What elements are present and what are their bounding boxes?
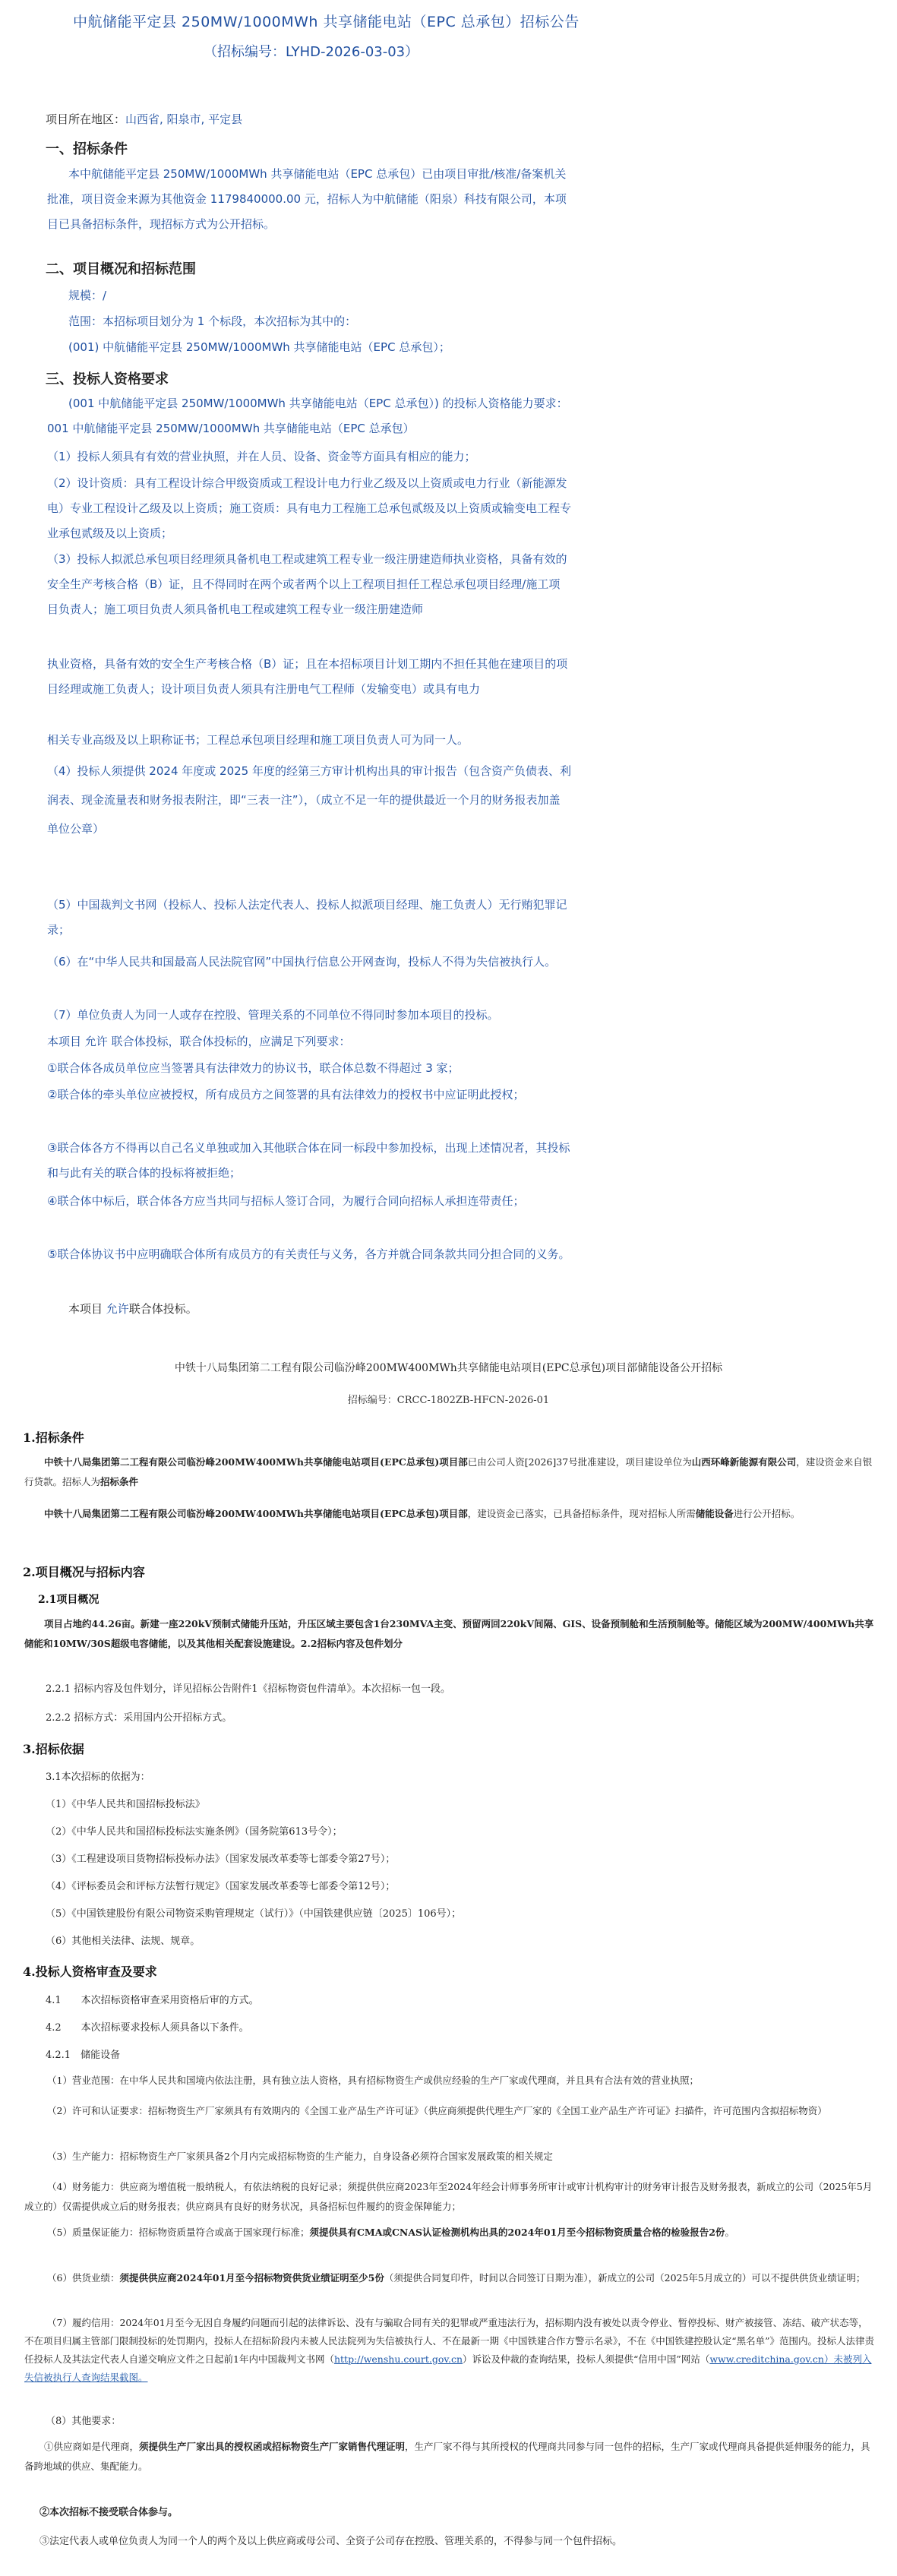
b-req-1: （1）营业范围：在中华人民共和国境内依法注册，具有独立法人资格，具有招标物资生产或供应经验的生产厂家或代理商，并且具有合法有效的营业执照； xyxy=(47,2075,699,2086)
b-req-6-pre: （6）供货业绩： xyxy=(47,2272,120,2284)
notice-a-title: 中航储能平定县 250MW/1000MWh 共享储能电站（EPC 总承包）招标公告 xyxy=(73,14,580,30)
b-req-3: （3）生产能力：招标物资生产厂家须具备2个月内完成招标物资的生产能力，自身设备必须符合国家发展政策的相关规定 xyxy=(47,2151,553,2162)
b-basis-5: （5）《中国铁建股份有限公司物资采购管理规定（试行）》（中国铁建供应链〔2025〕106号）； xyxy=(46,1908,462,1920)
creditchina-link[interactable]: www.creditchina.gov.cn xyxy=(709,2353,824,2365)
b-p1-tail: ，建设资金来自银行贷款。招标人为 xyxy=(24,1456,873,1487)
range-text: 范围：本招标项目划分为 1 个标段，本次招标为其中的： xyxy=(68,314,357,328)
b-req-5-post: 。 xyxy=(725,2227,734,2238)
b-p1b-pre: 中铁十八局集团第二工程有限公司临汾峰200MW400MWh共享储能电站项目(EPC总承包)项目部 xyxy=(44,1508,468,1519)
b-p1b-tail: 进行公开招标。 xyxy=(733,1508,801,1519)
req-1: （1）投标人须具有有效的营业执照，并在人员、设备、资金等方面具有相应的能力； xyxy=(47,450,476,463)
b-req-4: （4）财务能力：供应商为增值税一般纳税人，有依法纳税的良好记录；须提供供应商2023年至2024年经会计师事务所审计或审计机构审计的财务审计报告及财务报表，新成立的公司（2025年5月成立的）仅需提供成立后的财务报表；供应商具有良好的财务状况，具备招标包件履约的资金保障能力； xyxy=(24,2181,873,2212)
allow-word: 允许 xyxy=(106,1302,129,1316)
notice-a-code: （招标编号：LYHD-2026-03-03） xyxy=(204,44,419,60)
b-p21-body: 项目占地约44.26亩。新建一座220kV预制式储能升压站，升压区域主要包含1台230MVA主变、预留两回220kV间隔、GIS、设备预制舱和生活预制舱等。储能区域为200MW/400MWh共享储能和10MW/30S超级电容储能，以及其他相关配套设施建设。 xyxy=(24,1618,874,1649)
b-req-5 xyxy=(24,2223,875,2243)
b-p1-post: 已由公司人资[2026]37号批准建设，项目建设单位为 xyxy=(467,1456,692,1468)
b-p421: 4.2.1 储能设备 xyxy=(46,2050,121,2061)
b-p1b-post: ，建设资金已落实，已具备招标条件，现对招标人所需 xyxy=(467,1508,696,1519)
b-req-7-mid: ）诉讼及仲裁的查询结果，投标人须提供“信用中国”网站（ xyxy=(463,2353,710,2365)
b-section-21-heading: 2.1项目概况 xyxy=(38,1594,99,1606)
b-req-6-bold: 须提供供应商2024年01月至今招标物资供货业绩证明至少5份 xyxy=(119,2272,384,2284)
b-req-7-end: ）未被列入失信被执行人查询结果截图。 xyxy=(24,2353,872,2383)
b-basis-3: （3）《工程建设项目货物招标投标办法》（国家发展改革委等七部委令第27号）； xyxy=(46,1854,396,1865)
b-section-1-text xyxy=(24,1452,875,1492)
section-a1-text: 本中航储能平定县 250MW/1000MWh 共享储能电站（EPC 总承包）已由项目审批/核准/备案机关批准，项目资金来源为其他资金 1179840000.00 元，招标人为中航储能（阳泉）科技有限公司，本项目已具备招标条件，现招标方式为公开招标。 xyxy=(47,167,567,231)
b-basis-2: （2）《中华人民共和国招标投标法实施条例》（国务院第613号令）； xyxy=(46,1826,343,1838)
b-p31: 3.1本次招标的依据为： xyxy=(46,1772,150,1783)
b-p1-pre: 中铁十八局集团第二工程有限公司临汾峰200MW400MWh共享储能电站项目(EPC总承包)项目部 xyxy=(44,1456,468,1468)
req-4: （4）投标人须提供 2024 年度或 2025 年度的经第三方审计机构出具的审计报告（包含资产负债表、利润表、现金流量表和财务报表附注，即“三表一注”），（成立不足一年的提供最近一个月的财务报表加盖单位公章） xyxy=(47,764,571,836)
b-other-1-post: ，生产厂家不得与其所授权的代理商共同参与同一包件的招标，生产厂家或代理商具备提供延伸服务的能力，具备跨地域的供应、集配能力。 xyxy=(24,2441,870,2472)
req-7b: 本项目 允许 联合体投标，联合体投标的，应满足下列要求： xyxy=(47,1035,351,1048)
b-basis-6: （6）其他相关法律、法规、规章。 xyxy=(46,1936,201,1947)
lot-text: (001) 中航储能平定县 250MW/1000MWh 共享储能电站（EPC 总承包）； xyxy=(68,340,450,354)
consortium-4: ④联合体中标后，联合体各方应当共同与招标人签订合同，为履行合同向招标人承担连带责任； xyxy=(47,1194,525,1208)
b-req-6-post: （须提供合同复印件，时间以合同签订日期为准），新成立的公司（2025年5月成立的）可以不提供供货业绩证明； xyxy=(384,2272,866,2284)
b-p1b-item: 储能设备 xyxy=(695,1508,734,1519)
b-p1-owner: 山西环峰新能源有限公司 xyxy=(691,1456,797,1468)
wenshu-link[interactable]: http://wenshu.court.gov.cn xyxy=(333,2353,463,2365)
consortium-1: ①联合体各成员单位应当签署具有法律效力的协议书，联合体总数不得超过 3 家； xyxy=(47,1061,460,1075)
req-6: （6）在“中华人民共和国最高人民法院官网”中国执行信息公开网查询，投标人不得为失信被执行人。 xyxy=(47,955,557,969)
b-req-5-pre: （5）质量保证能力：招标物资质量符合或高于国家现行标准； xyxy=(47,2227,310,2238)
req-3c: 相关专业高级及以上职称证书；工程总承包项目经理和施工项目负责人可为同一人。 xyxy=(47,733,469,747)
notice-b-code: 招标编号：CRCC-1802ZB-HFCN-2026-01 xyxy=(347,1395,550,1406)
consortium-2: ②联合体的牵头单位应被授权，所有成员方之间签署的具有法律效力的授权书中应证明此授权； xyxy=(47,1088,525,1102)
req-3b: 执业资格，具备有效的安全生产考核合格（B）证；且在本招标项目计划工期内不担任其他在建项目的项目经理或施工负责人；设计项目负责人须具有注册电气工程师（发输变电）或具有电力 xyxy=(47,657,568,696)
b-p42: 4.2 本次招标要求投标人须具备以下条件。 xyxy=(46,2022,249,2034)
b-other-1-pre: ①供应商如是代理商， xyxy=(44,2441,140,2452)
b-section-2-heading: 2.项目概况与招标内容 xyxy=(23,1565,145,1579)
b-section-3-heading: 3.招标依据 xyxy=(23,1742,84,1756)
b-p222: 2.2.2 招标方式：采用国内公开招标方式。 xyxy=(46,1712,232,1724)
b-section-1-heading: 1.招标条件 xyxy=(23,1430,84,1445)
allow-row xyxy=(68,1301,197,1316)
b-section-21-text xyxy=(24,1614,875,1654)
b-other-2: ②本次招标不接受联合体参与。 xyxy=(39,2507,178,2518)
b-section-1-text-2 xyxy=(24,1504,875,1524)
req-5: （5）中国裁判文书网（投标人、投标人法定代表人、投标人拟派项目经理、施工负责人）无行贿犯罪记录； xyxy=(47,898,567,937)
b-p41: 4.1 本次招标资格审查采用资格后审的方式。 xyxy=(46,1995,259,2006)
b-other-3: ③法定代表人或单位负责人为同一个人的两个及以上供应商或母公司、全资子公司存在控股、管理关系的，不得参与同一个包件招标。 xyxy=(39,2536,623,2547)
b-other-1 xyxy=(24,2437,875,2476)
req-3: （3）投标人拟派总承包项目经理须具备机电工程或建筑工程专业一级注册建造师执业资格，具备有效的安全生产考核合格（B）证，且不得同时在两个或者两个以上工程项目担任工程总承包项目经理/施工项目负责人；施工项目负责人须具备机电工程或建筑工程专业一级注册建造师 xyxy=(47,552,567,616)
b-basis-4: （4）《评标委员会和评标方法暂行规定》（国家发展改革委等七部委令第12号）； xyxy=(46,1881,396,1892)
section-a1-heading: 一、招标条件 xyxy=(46,141,128,157)
consortium-5: ⑤联合体协议书中应明确联合体所有成员方的有关责任与义务，各方并就合同条款共同分担合同的义务。 xyxy=(47,1247,570,1261)
region-row xyxy=(46,111,242,127)
allow-pre: 本项目 xyxy=(68,1302,106,1316)
b-p1-tail2: 招标条件 xyxy=(100,1476,139,1487)
b-req-7-text: （7）履约信用：2024年01月至今无因自身履约问题而引起的法律诉讼、没有与骗取合同有关的犯罪或严重违法行为，招标期内没有被处以责令停业、暂停投标、财产被接管、冻结、破产状态等，不在项目归属主管部门限制投标的处罚期内，投标人在招标阶段内未被人民法院列为失信被执行人、不在最新一期《中国铁建合作方警示名录》，不在《中国铁建控股认定“黑名单”》范围内。投标人法律责任投标人及其法定代表人自递交响应文件之日起前1年内中国裁判文书网（ xyxy=(24,2317,875,2365)
b-req-7 xyxy=(24,2314,875,2387)
b-req-5-bold: 须提供具有CMA或CNAS认证检测机构出具的2024年01月至今招标物资质量合格的检验报告2份 xyxy=(309,2227,725,2238)
region-value: 山西省, 阳泉市, 平定县 xyxy=(125,112,243,126)
b-p21-tail: 2.2招标内容及包件划分 xyxy=(300,1638,403,1649)
section-a2-heading: 二、项目概况和招标范围 xyxy=(46,261,196,277)
section-a3-heading: 三、投标人资格要求 xyxy=(46,371,169,387)
b-basis-1: （1）《中华人民共和国招标投标法》 xyxy=(46,1799,205,1810)
region-label: 项目所在地区： xyxy=(46,112,126,126)
req-2: （2）设计资质：具有工程设计综合甲级资质或工程设计电力行业乙级及以上资质或电力行业（新能源发电）专业工程设计乙级及以上资质；施工资质：具有电力工程施工总承包贰级及以上资质或输变电工程专业承包贰级及以上资质； xyxy=(47,476,572,540)
b-req-6 xyxy=(24,2268,875,2288)
b-req-8: （8）其他要求： xyxy=(46,2416,122,2427)
b-p221: 2.2.1 招标内容及包件划分，详见招标公告附件1《招标物资包件清单》。本次招标一包一段。 xyxy=(46,1683,450,1695)
allow-post: 联合体投标。 xyxy=(128,1302,197,1316)
b-other-1-bold: 须提供生产厂家出具的授权函或招标物资生产厂家销售代理证明 xyxy=(139,2441,406,2452)
b-section-4-heading: 4.投标人资格审查及要求 xyxy=(23,1964,157,1979)
consortium-3: ③联合体各方不得再以自己名义单独或加入其他联合体在同一标段中参加投标，出现上述情况者，其投标和与此有关的联合体的投标将被拒绝； xyxy=(47,1141,570,1180)
b-req-2: （2）许可和认证要求：招标物资生产厂家须具有有效期内的《全国工业产品生产许可证》（供应商须提供代理生产厂家的《全国工业产品生产许可证》扫描件，许可范围内含拟招标物资） xyxy=(47,2105,827,2116)
scale-text: 规模：/ xyxy=(68,289,107,302)
section-a3-text: (001 中航储能平定县 250MW/1000MWh 共享储能电站（EPC 总承包）) 的投标人资格能力要求：001 中航储能平定县 250MW/1000MWh 共享储能电站（EPC 总承包） xyxy=(47,397,568,435)
notice-b-title: 中铁十八局集团第二工程有限公司临汾峰200MW400MWh共享储能电站项目(EPC总承包)项目部储能设备公开招标 xyxy=(174,1362,723,1374)
req-7: （7）单位负责人为同一人或存在控股、管理关系的不同单位不得同时参加本项目的投标。 xyxy=(47,1008,499,1022)
